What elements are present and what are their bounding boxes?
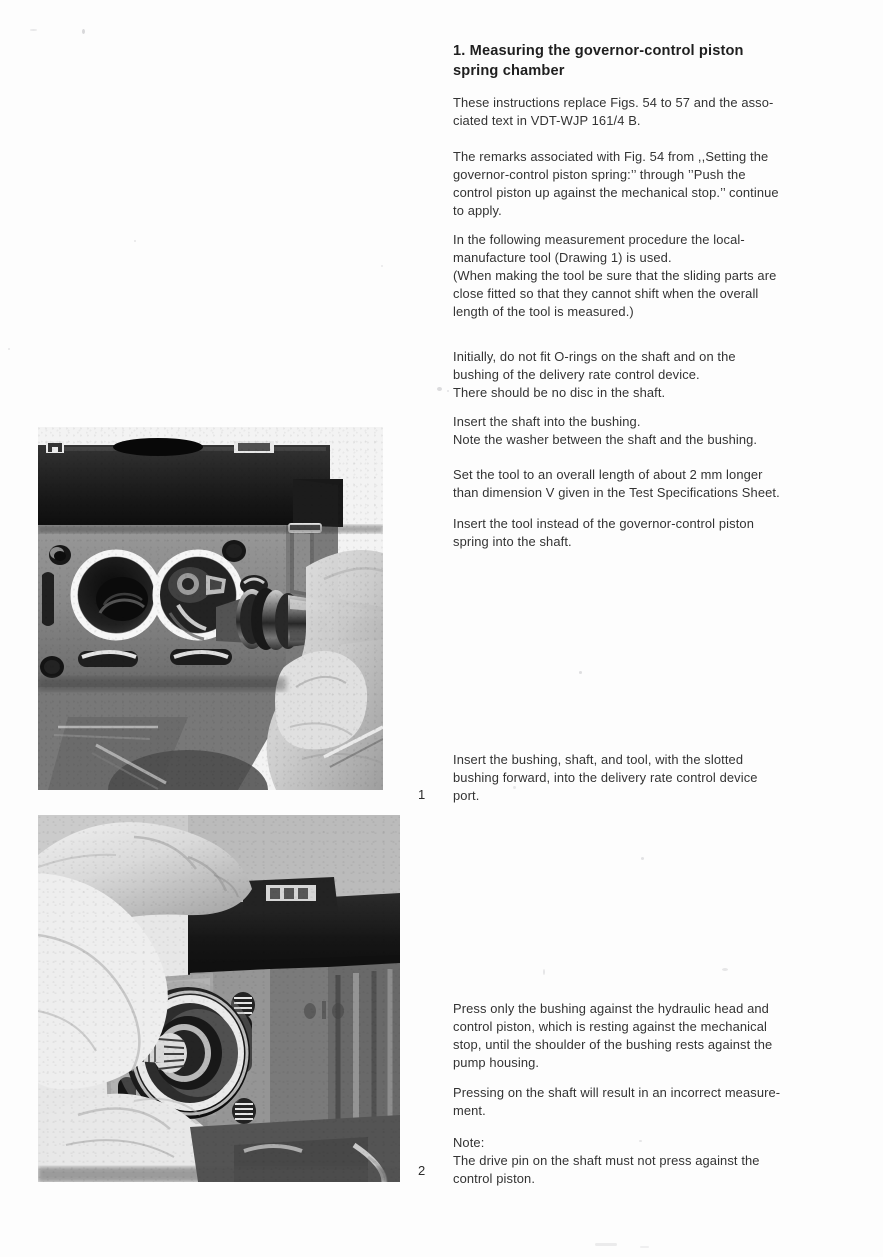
scan-speck	[447, 390, 449, 392]
scan-speck	[640, 1246, 649, 1248]
figure-2-image	[38, 815, 400, 1182]
caption-line: bushing forward, into the delivery rate control device	[453, 770, 758, 786]
paragraph-line: The remarks associated with Fig. 54 from ,,Setting the	[453, 149, 769, 164]
paragraph-line: Pressing on the shaft will result in an incorrect measure-	[453, 1085, 781, 1100]
scan-speck	[82, 29, 85, 34]
caption-line: Insert the bushing, shaft, and tool, with the slotted	[453, 752, 744, 767]
scan-speck	[30, 29, 37, 31]
paragraph-line: length of the tool is measured.)	[453, 304, 634, 320]
paragraph-line: bushing of the delivery rate control device.	[453, 367, 700, 383]
paragraph-line: ciated text in VDT-WJP 161/4 B.	[453, 113, 641, 129]
scan-speck	[722, 968, 728, 971]
paragraph-line: spring into the shaft.	[453, 534, 572, 550]
paragraph-line: There should be no disc in the shaft.	[453, 385, 666, 401]
page-title-line: spring chamber	[453, 62, 565, 79]
paragraph-line: Insert the shaft into the bushing.	[453, 414, 641, 429]
paragraph-line: These instructions replace Figs. 54 to 57 and the asso-	[453, 95, 774, 110]
figure-2-number: 2	[418, 1163, 426, 1178]
figure-1-number: 1	[418, 787, 426, 802]
paragraph-pressing-shaft-incorrect	[453, 1084, 818, 1120]
scan-speck	[641, 857, 644, 860]
paragraph-line: pump housing.	[453, 1055, 540, 1071]
paragraph-line: In the following measurement procedure the local-	[453, 232, 745, 247]
paragraph-line: Set the tool to an overall length of about 2 mm longer	[453, 467, 763, 482]
paragraph-insert-tool	[453, 515, 818, 551]
scan-speck	[437, 387, 442, 391]
paragraph-note-drive-pin	[453, 1134, 818, 1188]
paragraph-line: stop, until the shoulder of the bushing rests against the	[453, 1037, 773, 1053]
figure-2-photo	[38, 815, 400, 1182]
paragraph-line: close fitted so that they cannot shift when the overall	[453, 286, 759, 302]
page-title	[453, 42, 783, 81]
paragraph-line: The drive pin on the shaft must not press against the	[453, 1153, 760, 1169]
paragraph-line: Insert the tool instead of the governor-control piston	[453, 516, 754, 531]
scan-speck	[595, 1243, 617, 1246]
paragraph-line: to apply.	[453, 203, 502, 219]
caption-line: port.	[453, 788, 480, 804]
paragraph-line: governor-control piston spring:’’ through ’’Push the	[453, 167, 746, 183]
scan-speck	[8, 348, 10, 350]
paragraph-press-only-bushing	[453, 1000, 818, 1072]
paragraph-line: Press only the bushing against the hydraulic head and	[453, 1001, 769, 1016]
paragraph-line: Note:	[453, 1135, 485, 1150]
figure-1-image	[38, 427, 383, 790]
figure-1-caption	[453, 751, 818, 805]
paragraph-no-orings	[453, 348, 818, 402]
paragraph-insert-shaft	[453, 413, 818, 449]
paragraph-line: control piston up against the mechanical stop.’’ continue	[453, 185, 779, 201]
scan-speck	[381, 265, 383, 267]
scan-speck	[543, 969, 545, 975]
paragraph-line: Note the washer between the shaft and the bushing.	[453, 432, 758, 448]
scan-speck	[134, 240, 136, 242]
paragraph-line: than dimension V given in the Test Specifications Sheet.	[453, 485, 780, 501]
paragraph-line: Initially, do not fit O-rings on the shaft and on the	[453, 349, 736, 364]
paragraph-set-tool-length	[453, 466, 818, 502]
paragraph-line: ment.	[453, 1103, 486, 1119]
paragraph-line: control piston.	[453, 1171, 536, 1187]
paragraph-line: manufacture tool (Drawing 1) is used.	[453, 250, 672, 266]
page-title-line: 1. Measuring the governor-control piston	[453, 43, 744, 59]
paragraph-remarks-fig54	[453, 148, 818, 220]
scan-speck	[579, 671, 582, 674]
figure-1-photo	[38, 427, 383, 790]
paragraph-local-manufacture-tool	[453, 231, 818, 321]
paragraph-line: control piston, which is resting against the mechanical	[453, 1019, 767, 1035]
paragraph-instructions-replace	[453, 94, 818, 130]
paragraph-line: (When making the tool be sure that the sliding parts are	[453, 268, 777, 284]
